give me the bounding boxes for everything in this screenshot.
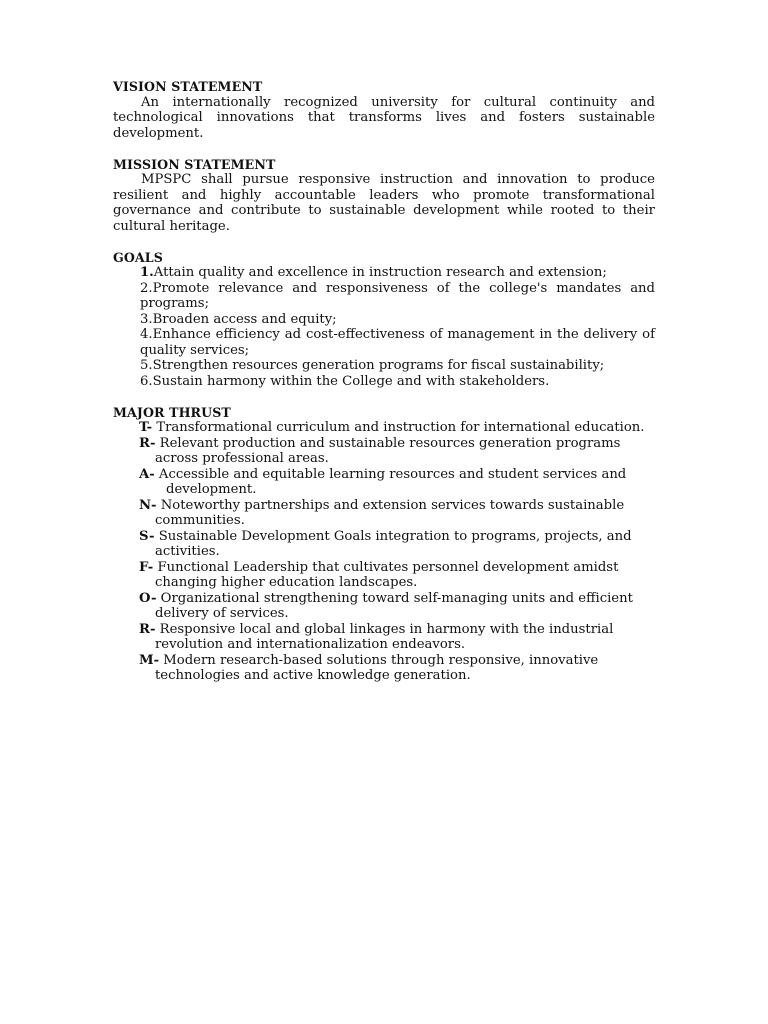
thrust-text: Noteworthy partnerships and extension services towards sustainable communities. <box>155 497 625 528</box>
thrust-letter: T- <box>139 420 153 435</box>
thrust-text: Organizational strengthening toward self-managing units and efficient delivery of services. <box>155 590 633 621</box>
goal-text: Sustain harmony within the College and with stakeholders. <box>152 373 550 389</box>
goal-number: 1. <box>140 265 154 280</box>
goal-item <box>113 358 655 374</box>
vision-text: An internationally recognized university for cultural continuity and technological innovations that transforms lives and fosters sustainable development. <box>113 94 655 141</box>
thrust-section <box>113 405 655 684</box>
goal-number: 4. <box>140 327 153 342</box>
mission-text: MPSPC shall pursue responsive instruction and innovation to produce resilient and highly accountable leaders who promote transformational governance and contribute to sustainable development while rooted to their cultural heritage. <box>113 172 655 234</box>
vision-section <box>113 79 655 141</box>
thrust-letter: R- <box>139 435 156 451</box>
thrust-text: Functional Leadership that cultivates personnel development amidst changing higher education landscapes. <box>155 559 619 590</box>
thrust-item <box>113 529 660 560</box>
thrust-item <box>113 467 671 498</box>
thrust-item <box>113 436 660 467</box>
goal-item <box>113 281 655 312</box>
goal-item <box>113 312 655 328</box>
goals-heading: GOALS <box>113 249 163 265</box>
mission-heading: MISSION STATEMENT <box>113 156 276 172</box>
thrust-text: Accessible and equitable learning resources and student services and development. <box>158 466 627 497</box>
thrust-item <box>113 653 660 684</box>
mission-section <box>113 157 655 235</box>
thrust-item <box>113 420 671 436</box>
thrust-letter: O- <box>139 590 157 606</box>
goal-text: Attain quality and excellence in instruction research and extension; <box>153 265 607 280</box>
thrust-item <box>113 498 660 529</box>
goal-item <box>113 265 655 281</box>
thrust-item <box>113 591 660 622</box>
thrust-item <box>113 622 660 653</box>
document-page <box>113 79 655 699</box>
thrust-letter: N- <box>139 497 157 513</box>
vision-heading: VISION STATEMENT <box>113 79 263 94</box>
thrust-text: Transformational curriculum and instruction for international education. <box>156 420 645 435</box>
goal-text: Strengthen resources generation programs for fiscal sustainability; <box>152 358 605 373</box>
thrust-heading: MAJOR THRUST <box>113 404 231 420</box>
goal-item <box>113 374 655 390</box>
goals-section <box>113 250 655 390</box>
goal-item <box>113 327 655 358</box>
goal-text: Broaden access and equity; <box>152 311 337 327</box>
thrust-letter: R- <box>139 621 156 637</box>
thrust-text: Modern research-based solutions through responsive, innovative technologies and active knowledge generation. <box>155 652 599 683</box>
thrust-text: Relevant production and sustainable resources generation programs across professional areas. <box>155 435 621 466</box>
thrust-text: Sustainable Development Goals integration to programs, projects, and activities. <box>155 528 632 559</box>
thrust-text: Responsive local and global linkages in harmony with the industrial revolution and internationalization endeavors. <box>155 621 614 652</box>
goal-number: 2. <box>140 280 153 296</box>
goal-number: 5. <box>140 358 153 373</box>
goal-text: Promote relevance and responsiveness of the college's mandates and programs; <box>140 280 655 311</box>
goal-text: Enhance efficiency ad cost-effectiveness of management in the delivery of quality services; <box>140 327 655 358</box>
goal-number: 6. <box>140 373 153 389</box>
thrust-letter: M- <box>139 652 160 668</box>
goal-number: 3. <box>140 311 153 327</box>
thrust-letter: F- <box>139 559 154 575</box>
thrust-letter: S- <box>139 528 155 544</box>
thrust-letter: A- <box>139 466 155 482</box>
thrust-item <box>113 560 660 591</box>
